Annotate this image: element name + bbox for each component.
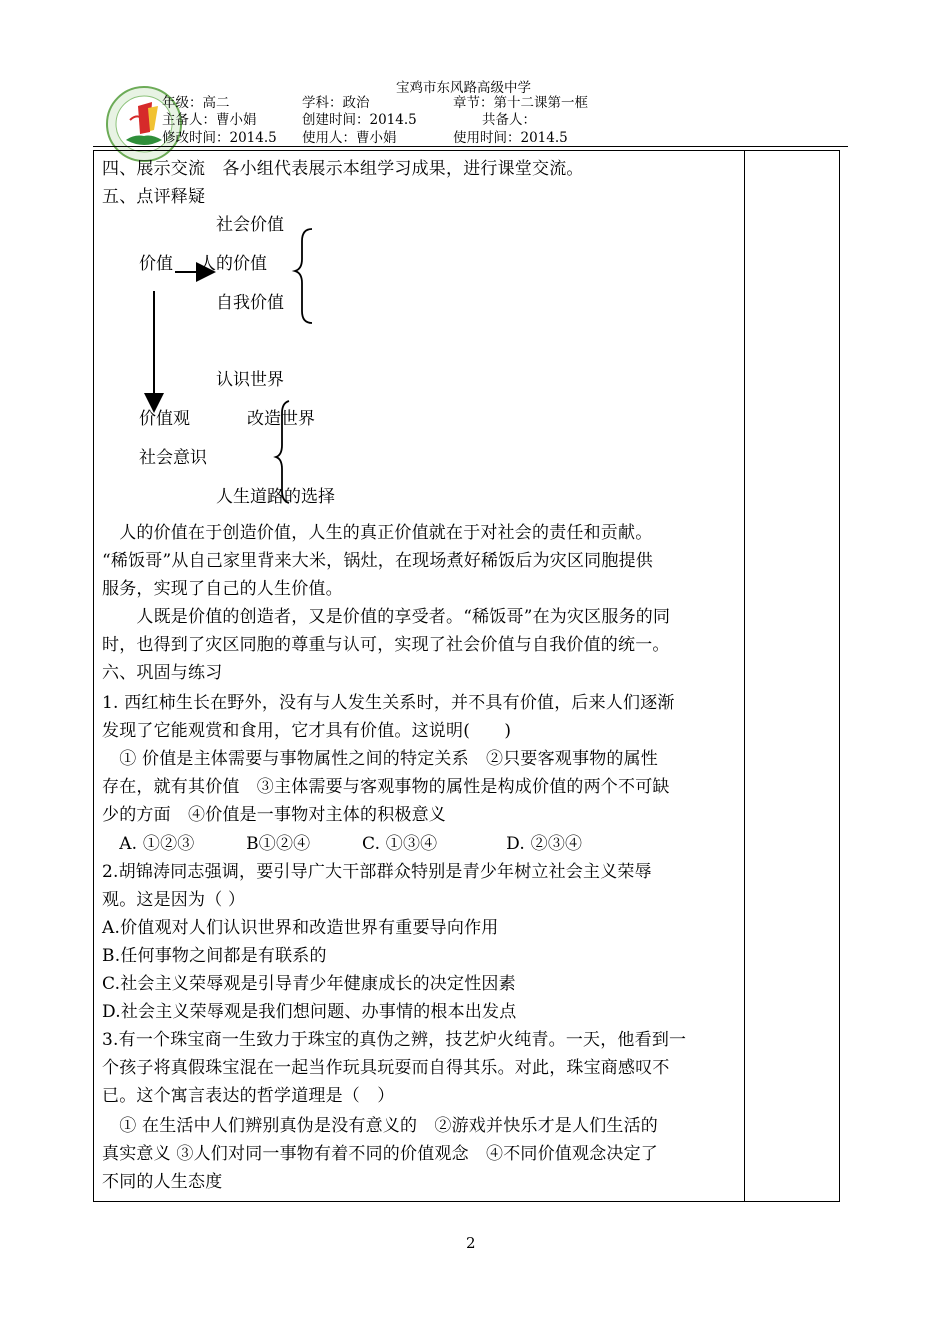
question-1-line-3: ① 价值是主体需要与事物属性之间的特定关系 ②只要客观事物的属性 [102,749,659,769]
school-name: 宝鸡市东风路高级中学 [396,80,531,96]
paragraph-1-line-2: “稀饭哥”从自己家里背来大米，锅灶，在现场煮好稀饭后为灾区同胞提供 [102,551,653,571]
column-divider [744,151,745,1201]
grade-label: 年级：高二 [162,95,230,111]
user-label: 使用人：曹小娟 [302,130,397,146]
paragraph-2-line-1: 人既是价值的创造者，又是价值的享受者。“稀饭哥”在为灾区服务的同 [102,607,671,627]
diagram-arrows [102,151,742,551]
diagram-know-world: 认识世界 [216,370,284,390]
used-time-label: 使用时间：2014.5 [453,130,568,146]
brace-value-view-roles [276,401,289,503]
paragraph-2-line-2: 时，也得到了灾区同胞的尊重与认可，实现了社会价值与自我价值的统一。 [102,635,670,655]
diagram-life-path: 人生道路的选择 [216,487,335,507]
question-2-line-2: 观。这是因为（ ） [102,890,246,910]
question-1-line-1: 1. 西红柿生长在野外，没有与人发生关系时，并不具有价值，后来人们逐渐 [102,693,675,713]
question-1-line-5: 少的方面 ④价值是一事物对主体的积极意义 [102,805,446,825]
paragraph-1-line-3: 服务，实现了自己的人生价值。 [102,579,343,599]
question-2-option-c: C.社会主义荣辱观是引导青少年健康成长的决定性因素 [102,974,516,994]
section-5-heading: 五、点评释疑 [102,187,206,207]
diagram-change-world: 改造世界 [247,409,315,429]
diagram-human-value: 人的价值 [199,254,267,274]
brace-value-types [295,229,312,323]
question-2-option-a: A.价值观对人们认识世界和改造世界有重要导向作用 [102,918,499,938]
question-1-options: A. ①②③ B①②④ C. ①③④ D. ②③④ [102,834,583,854]
diagram-self-value: 自我价值 [216,293,284,313]
modified-time-label: 修改时间：2014.5 [162,130,277,146]
chapter-label: 章节：第十二课第一框 [453,95,588,111]
section-4-heading: 四、展示交流 各小组代表展示本组学习成果，进行课堂交流。 [102,159,584,179]
question-1-line-2: 发现了它能观赏和食用，它才具有价值。这说明( ) [102,721,512,741]
diagram-social-consciousness: 社会意识 [139,448,207,468]
question-3-line-5: 真实意义 ③人们对同一事物有着不同的价值观念 ④不同价值观念决定了 [102,1144,659,1164]
question-2-option-d: D.社会主义荣辱观是我们想问题、办事情的根本出发点 [102,1002,517,1022]
header-rule [93,146,848,147]
section-6-heading: 六、巩固与练习 [102,663,223,683]
question-3-line-1: 3.有一个珠宝商一生致力于珠宝的真伪之辨，技艺炉火纯青。一天，他看到一 [102,1030,687,1050]
main-preparer-label: 主备人：曹小娟 [162,112,257,128]
content-table [93,150,840,1202]
co-preparer-label: 共备人： [482,112,536,128]
created-time-label: 创建时间：2014.5 [302,112,417,128]
question-2-line-1: 2.胡锦涛同志强调，要引导广大干部群众特别是青少年树立社会主义荣辱 [102,862,652,882]
diagram-value: 价值 [139,254,173,274]
question-3-line-4: ① 在生活中人们辨别真伪是没有意义的 ②游戏并快乐才是人们生活的 [102,1116,659,1136]
question-3-line-2: 个孩子将真假珠宝混在一起当作玩具玩耍而自得其乐。对此，珠宝商感叹不 [102,1058,670,1078]
question-1-line-4: 存在，就有其价值 ③主体需要与客观事物的属性是构成价值的两个不可缺 [102,777,670,797]
question-3-line-6: 不同的人生态度 [102,1172,223,1192]
page-number: 2 [466,1234,476,1252]
diagram-value-view: 价值观 [139,409,190,429]
paragraph-1-line-1: 人的价值在于创造价值，人生的真正价值就在于对社会的责任和贡献。 [102,523,653,543]
subject-label: 学科：政治 [302,95,370,111]
question-3-line-3: 已。这个寓言表达的哲学道理是（ ） [102,1086,395,1106]
diagram-social-value: 社会价值 [216,215,284,235]
question-2-option-b: B.任何事物之间都是有联系的 [102,946,327,966]
